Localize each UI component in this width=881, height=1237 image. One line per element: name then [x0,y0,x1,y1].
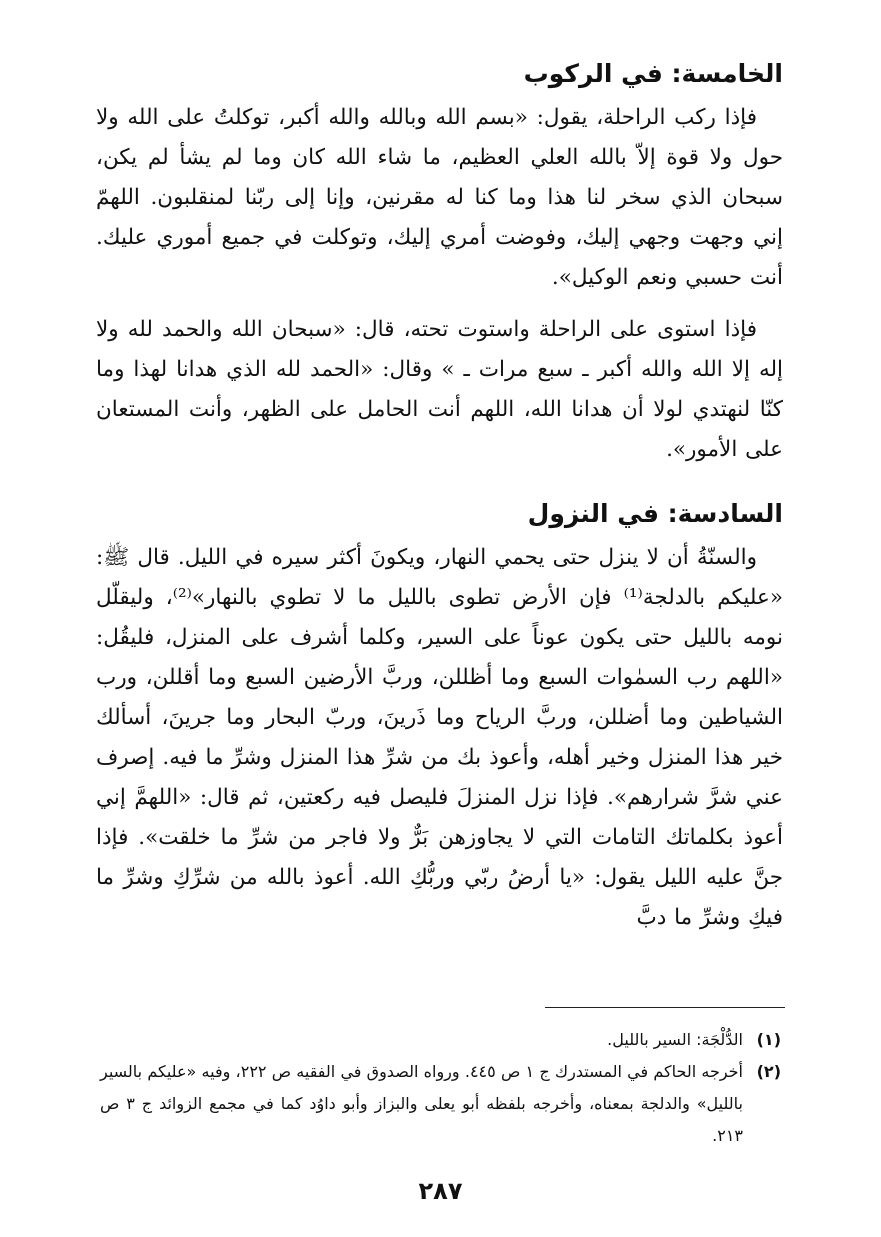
footnote-item [100,1024,781,1056]
footnote-number: (٢) [756,1062,781,1081]
footnote-number: (١) [756,1030,781,1049]
paragraph-alighting-sunnah: والسنّةُ أن لا ينزل حتى يحمي النهار، ويكونَ أكثر سيره في الليل. قال ﷺ: «عليكم بالدلجة⁽¹⁾ فإن الأرض تطوى بالليل ما لا تطوي بالنهار»⁽²⁾، وليقلّل نومه بالليل حتى يكون عوناً على السير، وكلما أشرف على المنزل، فليقُل: «اللهم رب السمٰوات السبع وما أظللن، وربَّ الأرضين السبع وما أقللن، ورب الشياطين وما أضللن، وربَّ الرياح وما ذَرينَ، وربّ البحار وما جرينَ، أسألك خير هذا المنزل وخير أهله، وأعوذ بك من شرِّ هذا المنزل وشرِّ ما فيه. إصرف عني شرَّ شرارهم». فإذا نزل المنزلَ فليصل فيه ركعتين، ثم قال: «اللهمَّ إني أعوذ بكلماتك التامات التي لا يجاوزهن بَرٌّ ولا فاجر من شرِّ ما خلقت». فإذا جنَّ عليه الليل يقول: «يا أرضُ ربّي وربُّكِ الله. أعوذ بالله من شرِّكِ وشرِّ ما فيكِ وشرِّ ما دبَّ [96,545,783,930]
footnote-divider [545,1007,785,1008]
footnote-text: الدُّلْجَة: السير بالليل. [607,1030,743,1049]
paragraph-riding-supplication: فإذا ركب الراحلة، يقول: «بسم الله وبالله والله أكبر، توكلتُ على الله ولا حول ولا قوة إلاّ بالله العلي العظيم، ما شاء الله كان وما لم يشأ لم يكن، سبحان الذي سخر لنا هذا وما كنا له مقرنين، وإنا إلى ربّنا لمنقلبون. اللهمّ إني وجهت وجهي إليك، وفوضت أمري إليك، وتوكلت في جميع أموري عليك. أنت حسبي ونعم الوكيل». [96,105,783,290]
section-heading-riding: الخامسة: في الركوب [523,59,783,88]
paragraph-mounting-supplication: فإذا استوى على الراحلة واستوت تحته، قال: «سبحان الله والحمد لله ولا إله إلا الله والله أكبر ـ سبع مرات ـ » وقال: «الحمد لله الذي هدانا لهذا وما كنّا لنهتدي لولا أن هدانا الله، اللهم أنت الحامل على الظهر، وأنت المستعان على الأمور». [96,317,783,462]
footnote-text: أخرجه الحاكم في المستدرك ج ١ ص ٤٤٥. ورواه الصدوق في الفقيه ص ٢٢٢، وفيه «عليكم بالسير بالليل» والدلجة بمعناه، وأخرجه بلفظه أبو يعلى والبزاز وأبو داوُد كما في مجمع الزوائد ج ٣ ص ٢١٣. [100,1062,744,1145]
section-heading-alighting: السادسة: في النزول [527,499,783,528]
footnotes [100,1024,781,1152]
footnote-item [100,1056,781,1152]
page-number: ٢٨٧ [418,1177,463,1205]
page-body [96,52,783,938]
